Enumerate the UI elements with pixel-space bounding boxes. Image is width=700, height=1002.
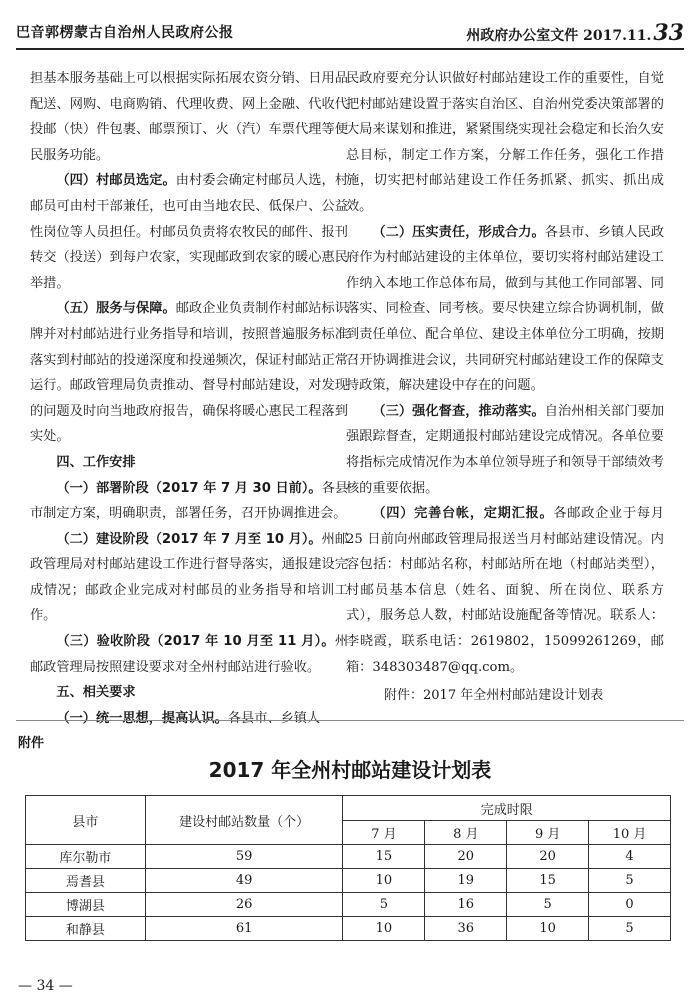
paragraph-text: 州邮政管理局对村邮站建设工作进行督导落实，通报建设完成情况；邮政企业完成对村邮员的业务指导和培训工作。 — [30, 531, 349, 624]
table-row — [26, 917, 671, 941]
paragraph-text: 由村委会确定村邮员人选，村邮员可由村干部兼任，也可由当地农民、低保户、公益性岗位等人员担任。村邮员负责将农牧民的邮件、报刊转交（投送）到每户农家，实现邮政到农家的暖心惠民举措。 — [30, 173, 349, 291]
month-cell: 19 — [425, 869, 507, 893]
paragraph: 担基本服务基础上可以根据实际拓展农资分销、日用品配送、网购、电商购销、代理收费、网上金融、代收代投邮（快）件包裹、邮票预订、火（汽）车票代理等便民服务功能。 — [30, 71, 348, 163]
paragraph-lead-label: （二）压实责任，形成合力。 — [372, 224, 545, 240]
header-rule — [16, 48, 684, 50]
month-cell: 10 — [343, 869, 425, 893]
page-footer: — 34 — — [18, 978, 73, 994]
month-cell: 0 — [589, 893, 671, 917]
section-divider — [16, 720, 684, 721]
count-cell: 59 — [145, 845, 343, 869]
month-cell: 20 — [425, 845, 507, 869]
header-count: 建设村邮站数量（个） — [145, 796, 343, 845]
paragraph — [30, 296, 348, 450]
attachment-line: 附件：2017 年全州村邮站建设计划表 — [384, 688, 604, 703]
count-cell: 49 — [145, 869, 343, 893]
month-cell: 10 — [507, 917, 589, 941]
issue-info — [466, 20, 684, 46]
paragraph — [346, 399, 664, 501]
county-cell: 博湖县 — [26, 893, 146, 917]
month-cell: 5 — [589, 869, 671, 893]
paragraph — [30, 168, 348, 296]
paragraph-lead-label: （四）完善台帐，定期汇报。 — [372, 506, 554, 522]
paragraph-lead-label: （五）服务与保障。 — [56, 301, 176, 317]
month-cell: 20 — [507, 845, 589, 869]
paragraph-text: 州邮政管理局按照建设要求对全州村邮站进行验收。 — [30, 634, 348, 675]
table-row — [26, 893, 671, 917]
county-cell: 和静县 — [26, 917, 146, 941]
issue-label: 州政府办公室文件 2017.11. — [466, 28, 652, 44]
count-cell: 26 — [145, 893, 343, 917]
header-month: 9 月 — [507, 821, 589, 845]
table-row — [26, 845, 671, 869]
paragraph-lead-label: （一）统一思想，提高认识。 — [56, 710, 228, 726]
table-row — [26, 869, 671, 893]
month-cell: 15 — [343, 845, 425, 869]
count-cell: 61 — [145, 917, 343, 941]
gazette-title: 巴音郭楞蒙古自治州人民政府公报 — [16, 25, 234, 41]
month-cell: 5 — [507, 893, 589, 917]
month-cell: 15 — [507, 869, 589, 893]
county-cell: 库尔勒市 — [26, 845, 146, 869]
plan-table — [25, 795, 671, 941]
header-page-number: 33 — [653, 20, 684, 46]
paragraph — [30, 476, 348, 527]
paragraph-text: 自治州相关部门要加强跟踪督查，定期通报村邮站建设完成情况。各单位要将指标完成情况作为本单位领导班子和领导干部绩效考核的重要依据。 — [346, 403, 665, 496]
right-text-column — [346, 66, 664, 680]
paragraph — [346, 220, 664, 399]
month-cell: 16 — [425, 893, 507, 917]
paragraph — [30, 527, 348, 629]
header-deadline: 完成时限 — [343, 796, 671, 821]
month-cell: 10 — [343, 917, 425, 941]
section-heading: 四、工作安排 — [56, 454, 136, 470]
paragraph-lead-label: （三）验收阶段（2017 年 10 月至 11 月）。 — [56, 634, 335, 650]
header-month: 7 月 — [343, 821, 425, 845]
attachment-label: 附件 — [18, 736, 45, 751]
section-heading: 五、相关要求 — [56, 685, 136, 701]
paragraph: 民政府要充分认识做好村邮站建设工作的重要性，自觉把村邮站建设置于落实自治区、自治州党委决策部署的大局来谋划和推进，紧紧围绕实现社会稳定和长治久安总目标，制定工作方案，分解工作任务，强化工作措施，切实把村邮站建设工作任务抓紧、抓实、抓出成效。 — [346, 71, 664, 214]
month-cell: 5 — [343, 893, 425, 917]
paragraph — [30, 706, 348, 732]
paragraph — [30, 629, 348, 680]
table-title: 2017 年全州村邮站建设计划表 — [208, 758, 492, 782]
month-cell: 4 — [589, 845, 671, 869]
header-month: 8 月 — [425, 821, 507, 845]
left-text-column — [30, 66, 348, 731]
county-cell: 焉耆县 — [26, 869, 146, 893]
month-cell: 36 — [425, 917, 507, 941]
paragraph-lead-label: （四）村邮员选定。 — [56, 173, 176, 189]
page-header — [16, 14, 684, 48]
paragraph-text: 邮政企业负责制作村邮站标识牌并对村邮站进行业务指导和培训，按照普遍服务标准落实到村邮站的投递深度和投递频次，保证村邮站正常运行。邮政管理局负责推动、督导村邮站建设，对发现的问题及时向当地政府报告，确保将暖心惠民工程落到实处。 — [30, 301, 349, 445]
table-body — [26, 845, 671, 941]
paragraph-text: 各县市、乡镇人民政府作为村邮站建设的主体单位，要切实将村邮站建设工作纳入本地工作总体布局，做到与其他工作同部署、同落实、同检查、同考核。要尽快建立综合协调机制，做到责任单位、配合单位、建设主体单位分工明确，按期召开协调推进会议，共同研究村邮站建设工作的保障支持政策，解决建设中存在的问题。 — [346, 224, 665, 394]
paragraph-lead-label: （三）强化督查，推动落实。 — [372, 403, 545, 419]
paragraph-lead-label: （二）建设阶段（2017 年 7 月至 10 月）。 — [56, 531, 322, 547]
header-county: 县市 — [26, 796, 146, 845]
paragraph-text: 各县市制定方案，明确职责，部署任务，召开协调推进会。 — [30, 480, 349, 522]
month-cell: 5 — [589, 917, 671, 941]
paragraph-lead-label: （一）部署阶段（2017 年 7 月 30 日前）。 — [56, 480, 322, 496]
paragraph — [346, 501, 664, 680]
header-month: 10 月 — [589, 821, 671, 845]
paragraph-text: 各邮政企业于每月 25 日前向州邮政管理局报送当月村邮站建设情况。内容包括：村邮站名称，村邮站所在地（村邮站类型），村邮员基本信息（姓名、面貌、所在岗位、联系方式），服务总人数，村邮站设施配备等情况。联系人：李晓霞，联系电话：2619802，15099261269，邮箱：348303487@qq.com。 — [346, 506, 665, 675]
paragraph-text: 各县市、乡镇人 — [227, 710, 321, 726]
